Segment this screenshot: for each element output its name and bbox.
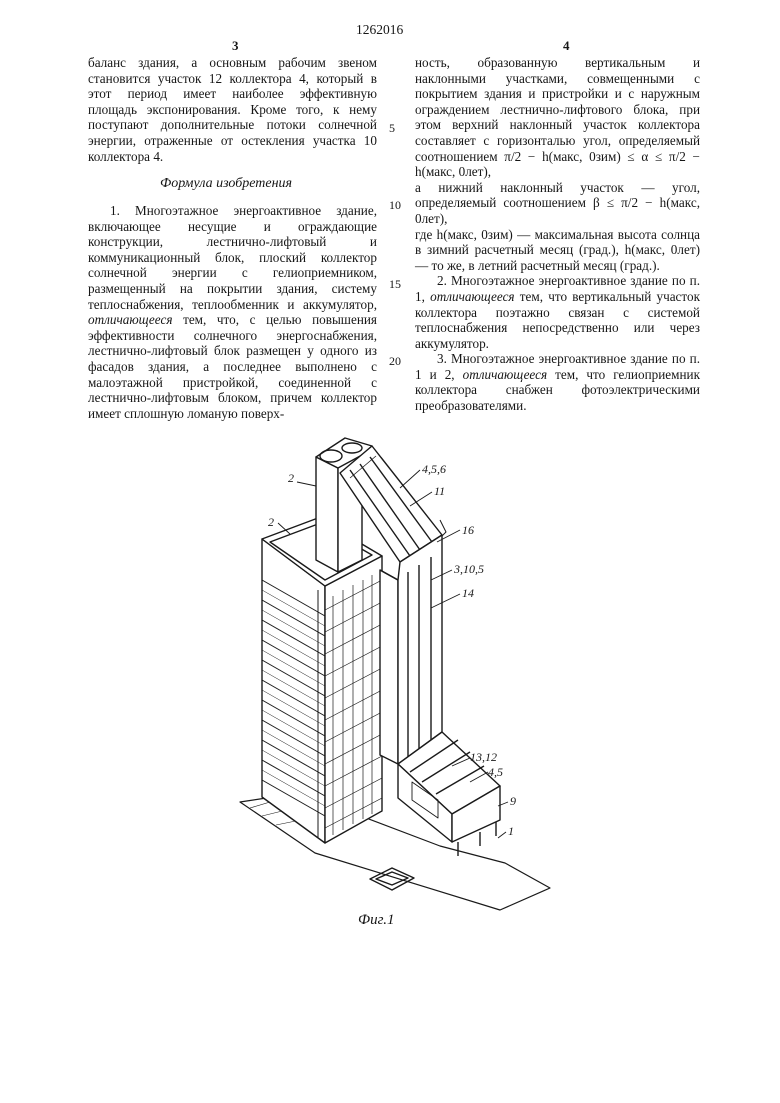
claims-title: Формула изобретения xyxy=(160,176,293,191)
claim2-text-c: тем, что вертикальный участок коллектора поэтажно связан с системой теплоснабжения непосредственно или через аккумулятор. xyxy=(415,288,701,351)
tower-right-face xyxy=(325,556,382,843)
line-number-5: 5 xyxy=(389,121,395,135)
left-continuation-text: баланс здания, а основным рабочим звеном становится участок 12 коллектора 4, который в этот период имеет наиболее эффективную площадь экспонирования. Кроме того, к нему поступают дополнительные потоки солнечной энергии, отраженные от остекления участка 10 коллектора 4. xyxy=(88,55,377,164)
claim3-text-a: 3. Многоэтажное энергоактивное здание по п. 1 и 2, xyxy=(415,351,700,382)
claim1-emphasis: отличающееся xyxy=(88,312,173,328)
vertical-collector xyxy=(380,570,398,764)
claim3-text-c: тем, что гелиоприемник коллектора снабжен фотоэлектрическими преобразователями. xyxy=(415,366,701,414)
shaft xyxy=(316,457,338,572)
label-2a: 2 xyxy=(288,471,294,485)
right-p1: ность, образованную вертикальным и наклонными участками, совмещенными с покрытием здания и пристройки и с наружным ограждением лестнично-лифтового блока, при этом верхний наклонный участок коллектора составляет с горизонталью угол, определяемый соотношением π/2 − h(макс, 0зим) ≤ α ≤ π/2 − h(макс, 0лет), xyxy=(415,55,700,180)
right-page-number: 4 xyxy=(563,38,570,53)
line-number-20: 20 xyxy=(389,354,401,368)
claim2-emphasis: отличающееся xyxy=(430,288,515,304)
claim3-emphasis: отличающееся xyxy=(462,366,548,382)
label-14: 14 xyxy=(462,586,474,600)
left-column xyxy=(88,55,377,164)
label-13-12: 13,12 xyxy=(470,750,497,764)
right-column xyxy=(415,55,700,414)
label-1: 1 xyxy=(508,824,514,838)
building-figure xyxy=(0,410,780,930)
label-11: 11 xyxy=(434,484,446,498)
label-3-10-5: 3,10,5 xyxy=(454,562,484,576)
label-4-5: 4,5 xyxy=(488,765,503,779)
claim2-text-a: 2. Многоэтажное энергоактивное здание по п. 1, xyxy=(415,273,700,304)
label-9: 9 xyxy=(510,794,516,808)
right-p2: а нижний наклонный участок — угол, определяемый соотношением β ≤ π/2 − h(макс, 0лет), xyxy=(415,179,700,226)
left-page-number: 3 xyxy=(232,38,239,53)
claim1-text-c: тем, что, с целью повышения эффективности солнечного энергоснабжения, лестнично-лифтовый блок размещен у одного из фасадов здания, а последнее выполнено с малоэтажной пристройкой, соединенной с лестнично-лифтовым блоком, причем коллектор имеет сплошную ломаную поверх- xyxy=(88,312,377,421)
patent-number: 1262016 xyxy=(356,22,404,37)
claim1-text-a: 1. Многоэтажное энергоактивное здание, включающее несущие и ограждающие конструкции, лестнично-лифтовый и коммуникационный блок, плоский коллектор солнечной энергии с гелиоприемником, размещенный на покрытии здания, систему теплоснабжения, теплообменник и аккумулятор, xyxy=(88,203,377,312)
right-p3: где h(макс, 0зим) — максимальная высота солнца в зимний расчетный месяц (град.), h(макс, 0лет) — то же, в летний расчетный месяц (град.). xyxy=(415,226,700,273)
label-4-5-6: 4,5,6 xyxy=(422,462,446,476)
claim-1 xyxy=(88,203,377,421)
line-number-15: 15 xyxy=(389,277,401,291)
figure-caption: Фиг.1 xyxy=(358,912,395,928)
label-2b: 2 xyxy=(268,515,274,529)
label-16: 16 xyxy=(462,523,474,537)
line-number-10: 10 xyxy=(389,198,401,212)
